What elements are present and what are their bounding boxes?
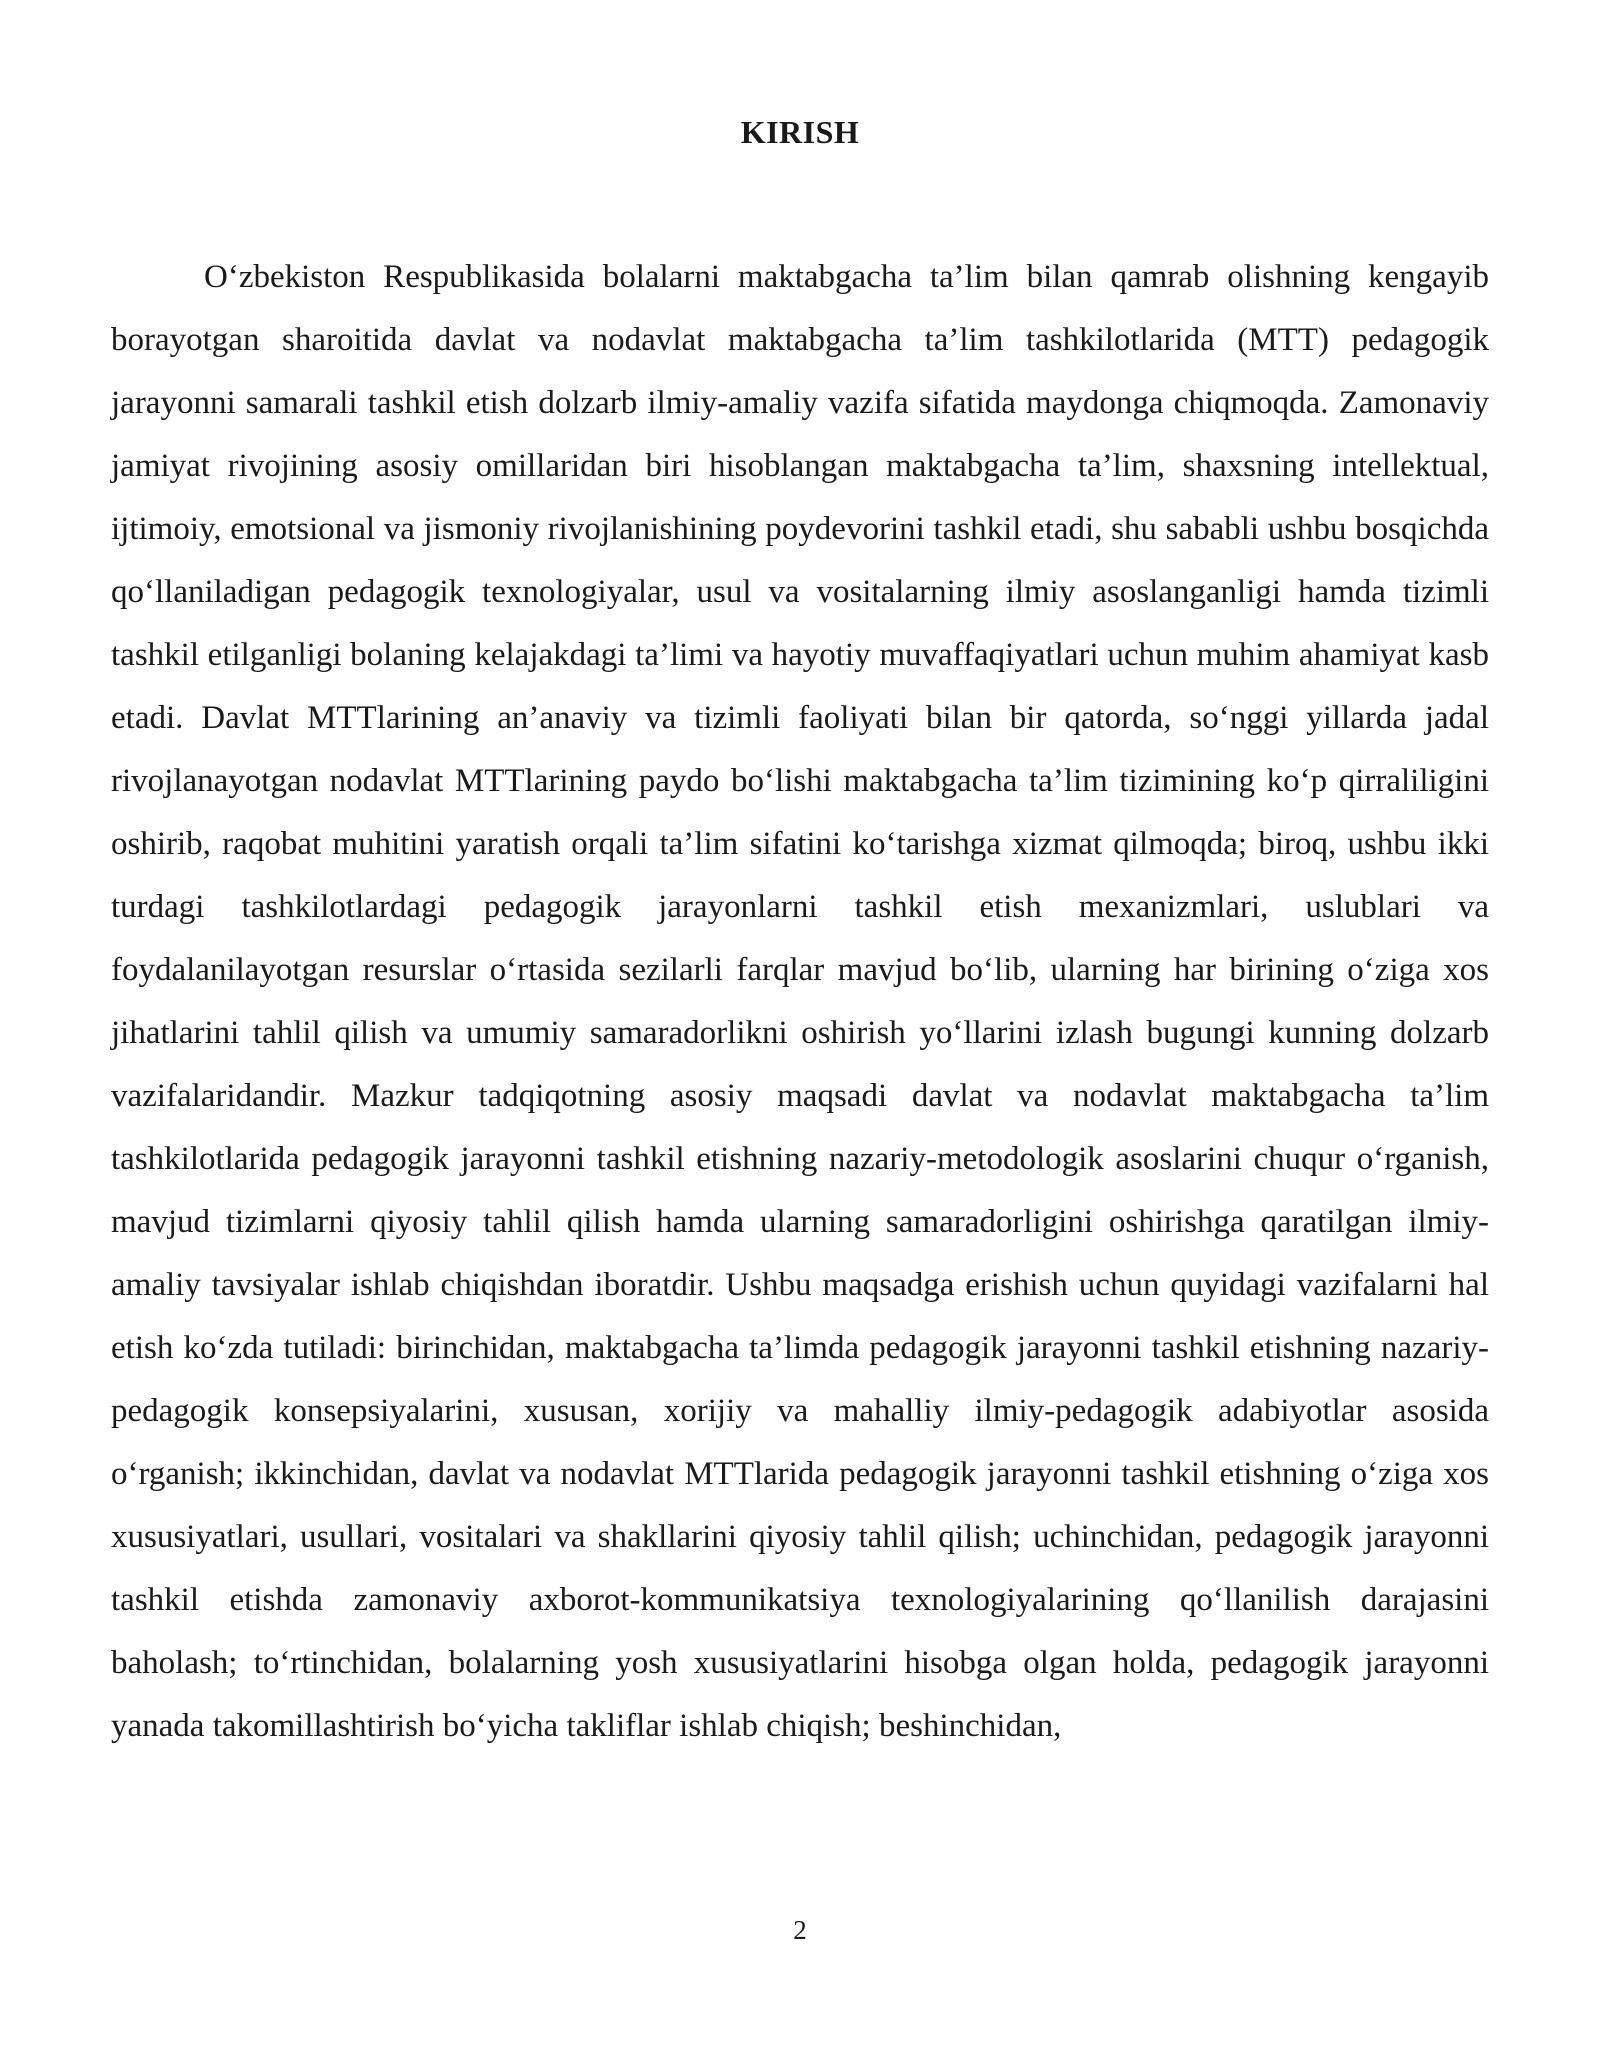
body-paragraph: O‘zbekiston Respublikasida bolalarni maktabgacha ta’lim bilan qamrab olishning kengayib borayotgan sharoitida davlat va nodavlat maktabgacha ta’lim tashkilotlarida (MTT) pedagogik jarayonni samarali tashkil etish dolzarb ilmiy-amaliy vazifa sifatida maydonga chiqmoqda. Zamonaviy jamiyat rivojining asosiy omillaridan biri hisoblangan maktabgacha ta’lim, shaxsning intellektual, ijtimoiy, emotsional va jismoniy rivojlanishining poydevorini tashkil etadi, shu sababli ushbu bosqichda qo‘llaniladigan pedagogik texnologiyalar, usul va vositalarning ilmiy asoslanganligi hamda tizimli tashkil etilganligi bolaning kelajakdagi ta’limi va hayotiy muvaffaqiyatlari uchun muhim ahamiyat kasb etadi. Davlat MTTlarining an’anaviy va tizimli faoliyati bilan bir qatorda, so‘nggi yillarda jadal rivojlanayotgan nodavlat MTTlarining paydo bo‘lishi maktabgacha ta’lim tizimining ko‘p qirraliligini oshirib, raqobat muhitini yaratish orqali ta’lim sifatini ko‘tarishga xizmat qilmoqda; biroq, ushbu ikki turdagi tashkilotlardagi pedagogik jarayonlarni tashkil etish mexanizmlari, uslublari va foydalanilayotgan resurslar o‘rtasida sezilarli farqlar mavjud bo‘lib, ularning har birining o‘ziga xos jihatlarini tahlil qilish va umumiy samaradorlikni oshirish yo‘llarini izlash bugungi kunning dolzarb vazifalaridandir. Mazkur tadqiqotning asosiy maqsadi davlat va nodavlat maktabgacha ta’lim tashkilotlarida pedagogik jarayonni tashkil etishning nazariy-metodologik asoslarini chuqur o‘rganish, mavjud tizimlarni qiyosiy tahlil qilish hamda ularning samaradorligini oshirishga qaratilgan ilmiy-amaliy tavsiyalar ishlab chiqishdan iboratdir. Ushbu maqsadga erishish uchun quyidagi vazifalarni hal etish ko‘zda tutiladi: birinchidan, maktabgacha ta’limda pedagogik jarayonni tashkil etishning nazariy-pedagogik konsepsiyalarini, xususan, xorijiy va mahalliy ilmiy-pedagogik adabiyotlar asosida o‘rganish; ikkinchidan, davlat va nodavlat MTTlarida pedagogik jarayonni tashkil etishning o‘ziga xos xususiyatlari, usullari, vositalari va shakllarini qiyosiy tahlil qilish; uchinchidan, pedagogik jarayonni tashkil etishda zamonaviy axborot-kommunikatsiya texnologiyalarining qo‘llanilish darajasini baholash; to‘rtinchidan, bolalarning yosh xususiyatlarini hisobga olgan holda, pedagogik jarayonni yanada takomillashtirish bo‘yicha takliflar ishlab chiqish; beshinchidan,	[111, 259, 1489, 1744]
page-title: KIRISH	[740, 114, 860, 150]
page-number: 2	[793, 1915, 807, 1945]
